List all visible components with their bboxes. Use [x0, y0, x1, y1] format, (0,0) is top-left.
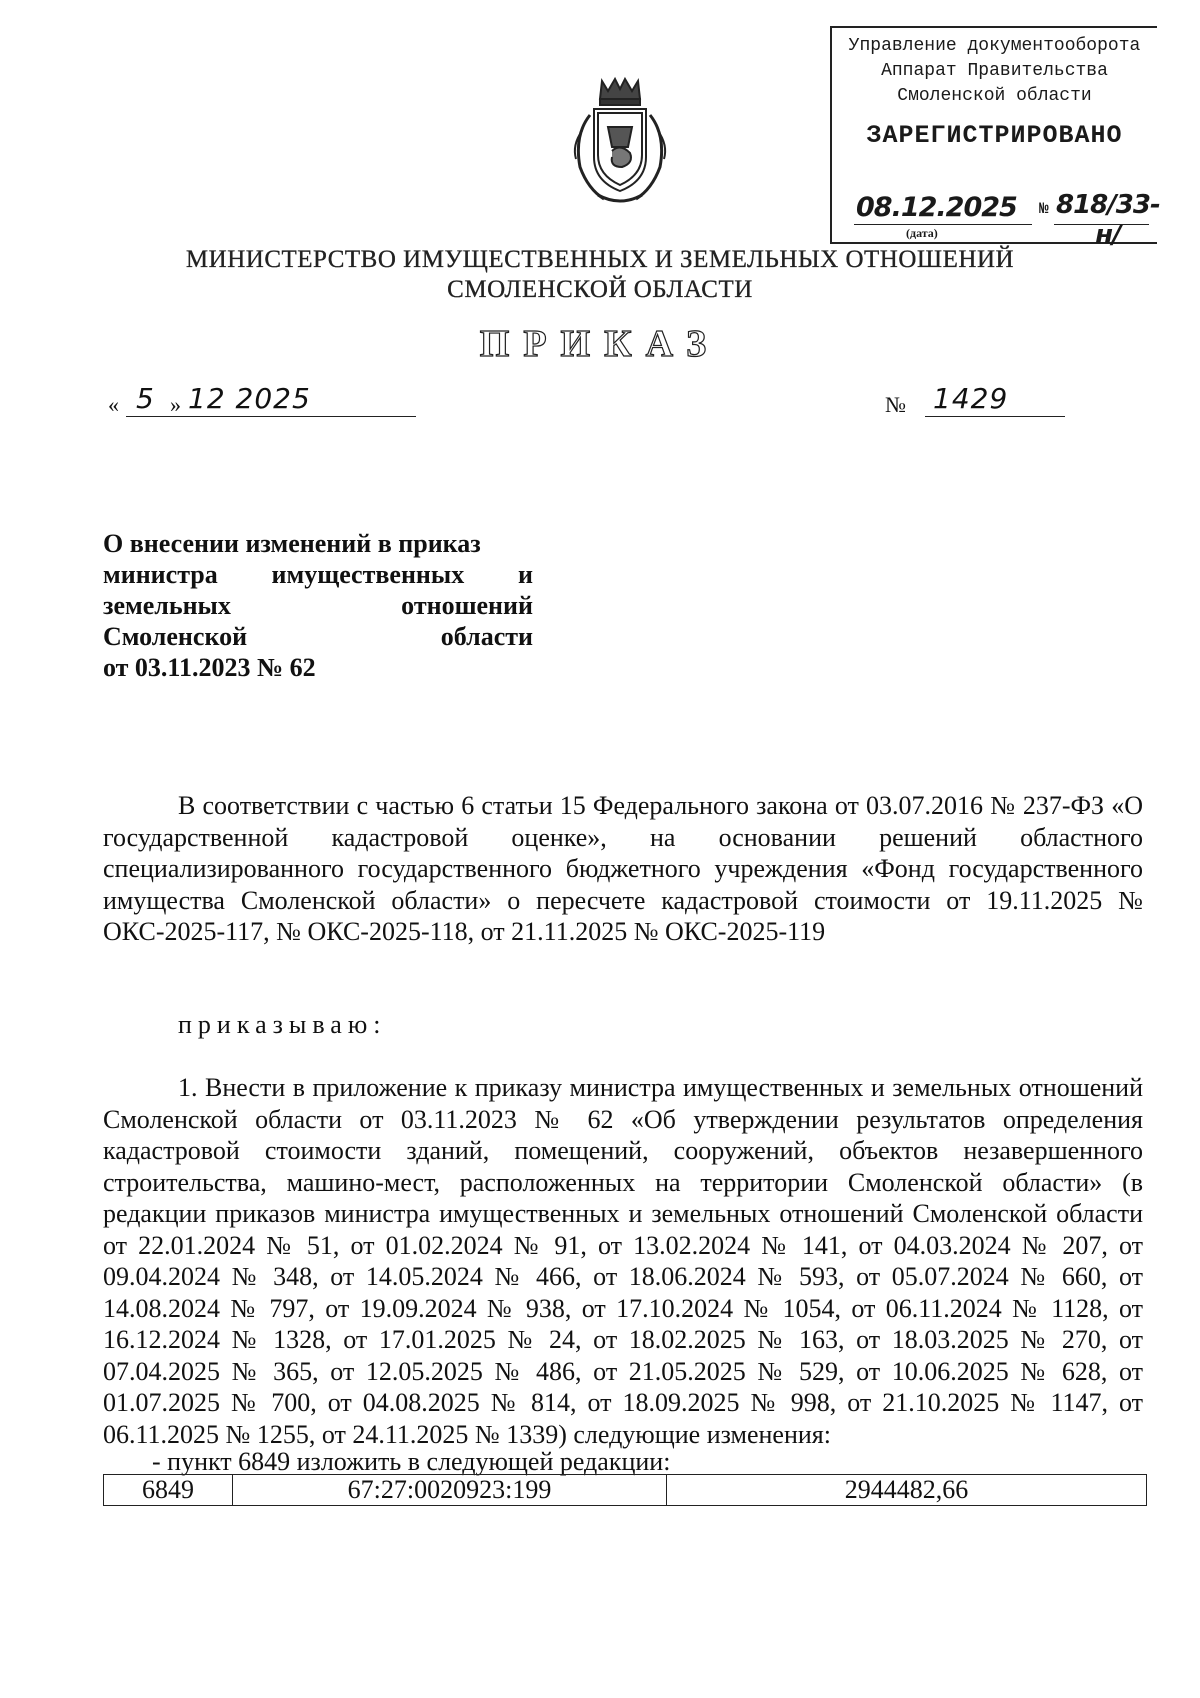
subject-word: министра [103, 560, 218, 589]
subject-word: и [518, 560, 533, 589]
order-number [885, 382, 1085, 422]
ministry-name-line-1: МИНИСТЕРСТВО ИМУЩЕСТВЕННЫХ И ЗЕМЕЛЬНЫХ ОТНОШЕНИЙ [185, 246, 1015, 273]
table-cell-item-number: 6849 [104, 1475, 233, 1506]
subject-line-3 [103, 590, 533, 621]
order-number-sign: № [885, 392, 906, 417]
quote-close: » [170, 392, 181, 417]
stamp-date-underline [854, 224, 1032, 225]
coat-of-arms-icon [560, 75, 680, 210]
subject-line-1: О внесении изменений в приказ [103, 529, 481, 558]
stamp-number-sign: № [1039, 200, 1049, 218]
order-date [108, 382, 408, 422]
item-1-paragraph: 1. Внести в приложение к приказу министра имущественных и земельных отношений Смоленской области от 03.11.2023 № 62 «Об утверждении результатов определения кадастровой стоимости зданий, помещений, сооружений, объектов незавершенного строительства, машино-мест, расположенных на территории Смоленской области» (в редакции приказов министра имущественных и земельных отношений Смоленской области от 22.01.2024 № 51, от 01.02.2024 № 91, от 13.02.2024 № 141, от 04.03.2024 № 207, от 09.04.2024 № 348, от 14.05.2024 № 466, от 18.06.2024 № 593, от 05.07.2024 № 660, от 14.08.2024 № 797, от 19.09.2024 № 938, от 17.10.2024 № 1054, от 06.11.2024 № 1128, от 16.12.2024 № 1328, от 17.01.2025 № 24, от 18.02.2025 № 163, от 18.03.2025 № 270, от 07.04.2025 № 365, от 12.05.2025 № 486, от 21.05.2025 № 529, от 10.06.2025 № 628, от 01.07.2025 № 700, от 04.08.2025 № 814, от 18.09.2025 № 998, от 21.10.2025 № 1147, от 06.11.2025 № 1255, от 24.11.2025 № 1339) следующие изменения: [103, 1073, 1143, 1449]
order-day: 5 [136, 382, 154, 415]
order-date-underline [126, 416, 416, 417]
registration-stamp [830, 26, 1160, 250]
stamp-date-caption: (дата) [906, 226, 938, 240]
subject-word: земельных [103, 591, 231, 620]
subject-line-5: от 03.11.2023 № 62 [103, 653, 316, 682]
quote-open: « [108, 392, 119, 417]
table-row [104, 1475, 1147, 1506]
subject-word: имущественных [271, 560, 465, 589]
stamp-line-3: Смоленской области [897, 86, 1092, 106]
preamble-paragraph: В соответствии с частью 6 статьи 15 Федерального закона от 03.07.2016 № 237-ФЗ «О государственной кадастровой оценке», на основании решений областного специализированного государственного бюджетного учреждения «Фонд государственного имущества Смоленской области» о пересчете кадастровой стоимости от 19.11.2025 № ОКС-2025-117, № ОКС-2025-118, от 21.11.2025 № ОКС-2025-119 [103, 791, 1143, 946]
order-subject [103, 528, 533, 683]
stamp-number-underline [1054, 224, 1149, 225]
item-line: - пункт 6849 изложить в следующей редакции: [152, 1447, 671, 1476]
stamp-line-2: Аппарат Правительства [881, 61, 1108, 81]
subject-word: области [440, 622, 533, 651]
cadastral-value-table [103, 1474, 1147, 1506]
subject-line-4 [103, 621, 533, 652]
document-type-title: ПРИКАЗ [479, 323, 721, 365]
ministry-name-line-2: СМОЛЕНСКОЙ ОБЛАСТИ [447, 276, 753, 303]
order-number-value: 1429 [933, 382, 1009, 415]
stamp-registered: ЗАРЕГИСТРИРОВАНО [866, 121, 1123, 150]
table-cell-cadastral-number: 67:27:0020923:199 [233, 1475, 667, 1506]
table-cell-cadastral-value: 2944482,66 [667, 1475, 1147, 1506]
subject-line-2 [103, 559, 533, 590]
stamp-number-value: 818/33-н/ [1056, 190, 1160, 250]
order-month-year: 12 2025 [188, 382, 311, 415]
ministry-header [100, 245, 1100, 305]
subject-word: Смоленской [103, 622, 248, 651]
stamp-date-value: 08.12.2025 [856, 192, 1017, 223]
stamp-line-1: Управление документооборота [848, 36, 1141, 56]
stamp-date-row [844, 186, 1160, 250]
subject-word: отношений [401, 591, 533, 620]
order-word: приказываю: [178, 1010, 387, 1039]
order-number-underline [925, 416, 1065, 417]
